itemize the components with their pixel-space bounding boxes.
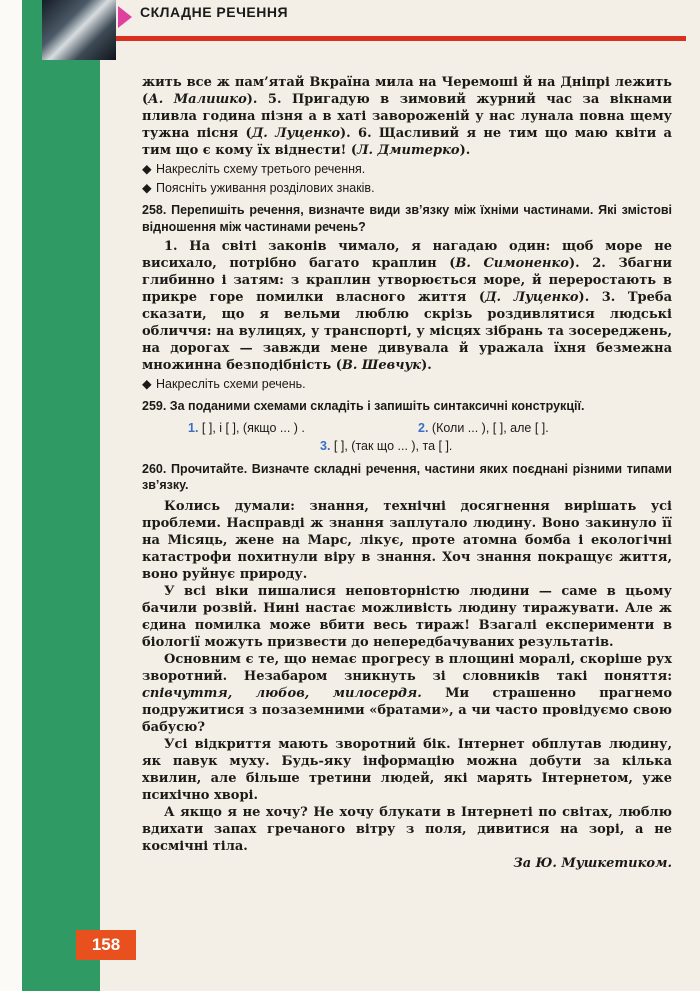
exercise-259-schemes (142, 418, 672, 456)
page-number: 158 (76, 930, 136, 960)
diamond-bullet-icon: ◆ (142, 181, 152, 195)
exercise-260-paragraph-3: Основним є те, що немає прогресу в площині моралі, скоріше рух зворотний. Незабаром зникнуть зі словників такі поняття: співчуття, любов, милосердя. Ми страшенно прагнемо подружитися з позаземними «братами», а чи часто провідуємо свою бабусю? (142, 651, 672, 735)
page-margin (0, 0, 22, 991)
intro-task-2: ◆ Поясніть уживання розділових знаків. (142, 181, 375, 195)
text-source: За Ю. Мушкетиком. (513, 855, 672, 871)
exercise-260-title: 260. Прочитайте. Визначте складні речення, частини яких поєднані різними типами зв’язку. (142, 461, 672, 492)
diamond-bullet-icon: ◆ (142, 162, 152, 176)
header-rule (116, 36, 686, 41)
exercise-260-paragraph-4: Усі відкриття мають зворотний бік. Інтернет обплутав людину, як павук муху. Будь-яку інформацію можна добути за кілька хвилин, але більше третини людей, які марять Інтернетом, уже психічно хворі. (142, 736, 672, 803)
exercise-260-paragraph-1: Колись думали: знання, технічні досягнення вирішать усі проблеми. Насправді ж знання заплутало людину. Воно закинуло її на Місяць, жене на Марс, лікує, проте атомна бомба і екологічні катастрофи похитнули віру в знання. Хоч знання покращує життя, воно руйнує природу. (142, 498, 672, 582)
header-photo (42, 0, 116, 60)
intro-text: жить все ж пам’ятай Вкраїна мила на Черемоші й на Дніпрі лежить (А. Малишко). 5. Пригадую в зимовий журний час за вікнами пливла година пізня а в хаті завороженій у нас лунала повна щему тужна пісня (Д. Луценко). 6. Щасливий я не тим що маю квіти а тим що є кому їх віднести! (Л. Дмитерко). (142, 75, 672, 158)
scheme-1: 1. [ ], і [ ], (якщо ... ) . (188, 420, 305, 435)
exercise-260-paragraph-2: У всі віки пишалися неповторністю людини — саме в цьому бачили розвій. Нині настає можливість людину тиражувати. Але ж єдина помилка може вбити весь тираж! Взагалі експерименти в біології можуть призвести до непередбачуваних результатів. (142, 583, 672, 650)
diamond-bullet-icon: ◆ (142, 377, 152, 391)
exercise-258-text: 1. На світі законів чимало, я нагадаю один: щоб море не висихало, потрібно багато краплин (В. Симоненко). 2. Збагни глибинно і затям: з краплин утворюється море, й переростають в прикре горе помилки власного життя (Д. Луценко). 3. Треба сказати, що я вельми люблю скрізь роздивлятися людські обличчя: на вулицях, у транспорті, у місцях зібрань та зосереджень, на дорогах — завжди мене дивувала й уражала їхня безмежна множинна безподібність (В. Шевчук). (142, 239, 672, 373)
page-content (142, 74, 672, 872)
green-side-band (22, 0, 100, 991)
scheme-3: 3. [ ], (так що ... ), та [ ]. (320, 438, 453, 453)
section-title: СКЛАДНЕ РЕЧЕННЯ (140, 4, 289, 20)
exercise-258-task: ◆ Накресліть схеми речень. (142, 377, 306, 391)
header-arrow-icon (118, 6, 132, 28)
exercise-258-title: 258. Перепишіть речення, визначте види зв’язку між їхніми частинами. Які змістові відношення між частинами речень? (142, 203, 672, 234)
exercise-259-title: 259. За поданими схемами складіть і запишіть синтаксичні конструкції. (142, 399, 585, 413)
exercise-260-paragraph-5: А якщо я не хочу? Не хочу блукати в Інтернеті по світах, люблю вдихати запах гречаного вітру з поля, дивитися на зорі, а не космічні тіла. (142, 804, 672, 854)
scheme-2: 2. (Коли ... ), [ ], але [ ]. (418, 420, 549, 435)
intro-task-1: ◆ Накресліть схему третього речення. (142, 162, 366, 176)
